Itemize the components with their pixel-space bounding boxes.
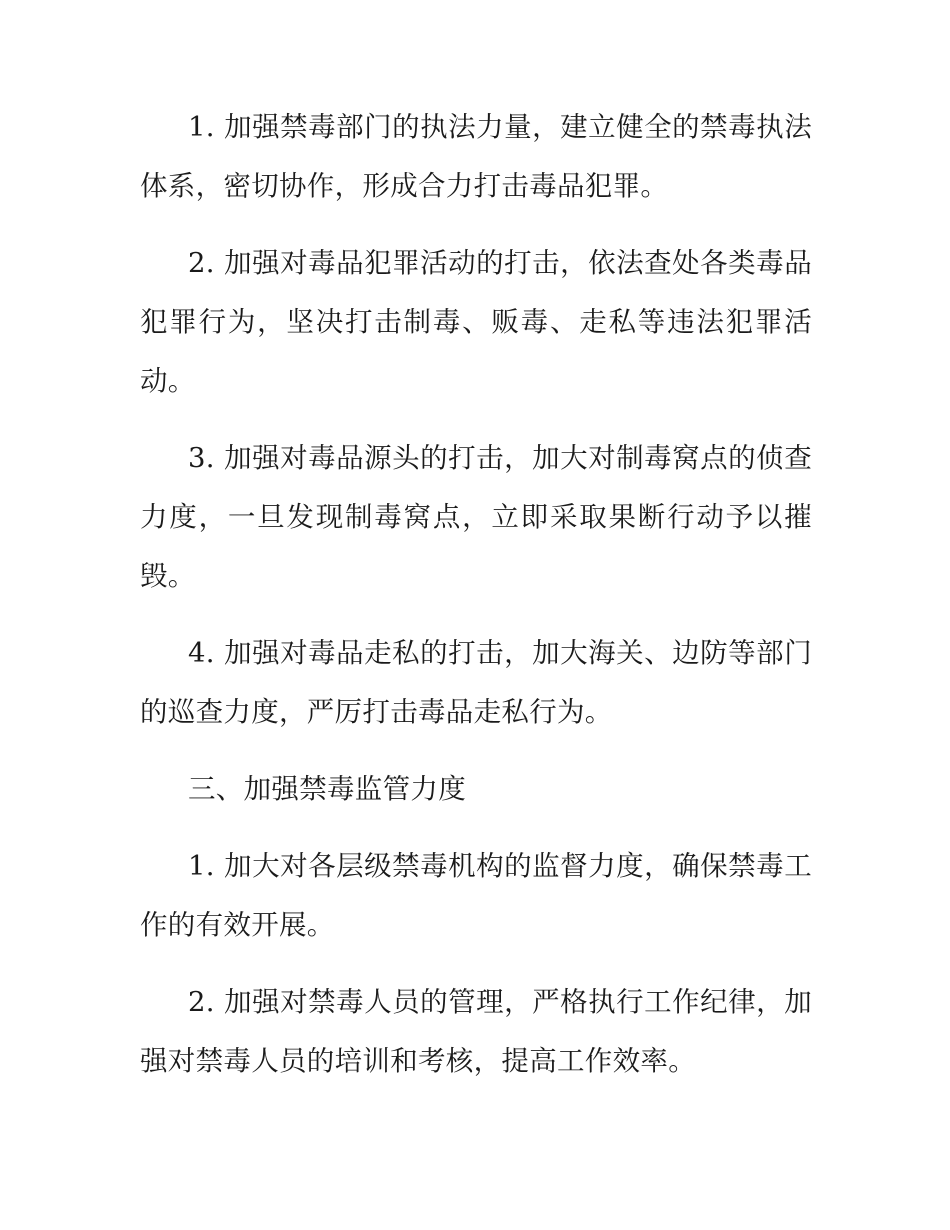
paragraph-supervision-1: 1. 加大对各层级禁毒机构的监督力度，确保禁毒工作的有效开展。 [140,850,812,941]
paragraph-item-2: 2. 加强对毒品犯罪活动的打击，依法查处各类毒品犯罪行为，坚决打击制毒、贩毒、走私等违法犯罪活动。 [140,247,812,397]
paragraph-item-1: 1. 加强禁毒部门的执法力量，建立健全的禁毒执法体系，密切协作，形成合力打击毒品犯罪。 [140,111,812,202]
paragraph-item-3: 3. 加强对毒品源头的打击，加大对制毒窝点的侦查力度，一旦发现制毒窝点，立即采取果断行动予以摧毁。 [140,442,812,592]
paragraph-item-4: 4. 加强对毒品走私的打击，加大海关、边防等部门的巡查力度，严厉打击毒品走私行为。 [140,637,812,728]
paragraph-supervision-2: 2. 加强对禁毒人员的管理，严格执行工作纪律，加强对禁毒人员的培训和考核，提高工作效率。 [140,986,812,1077]
document-body [140,98,812,1109]
section-heading: 三、加强禁毒监管力度 [188,773,466,805]
